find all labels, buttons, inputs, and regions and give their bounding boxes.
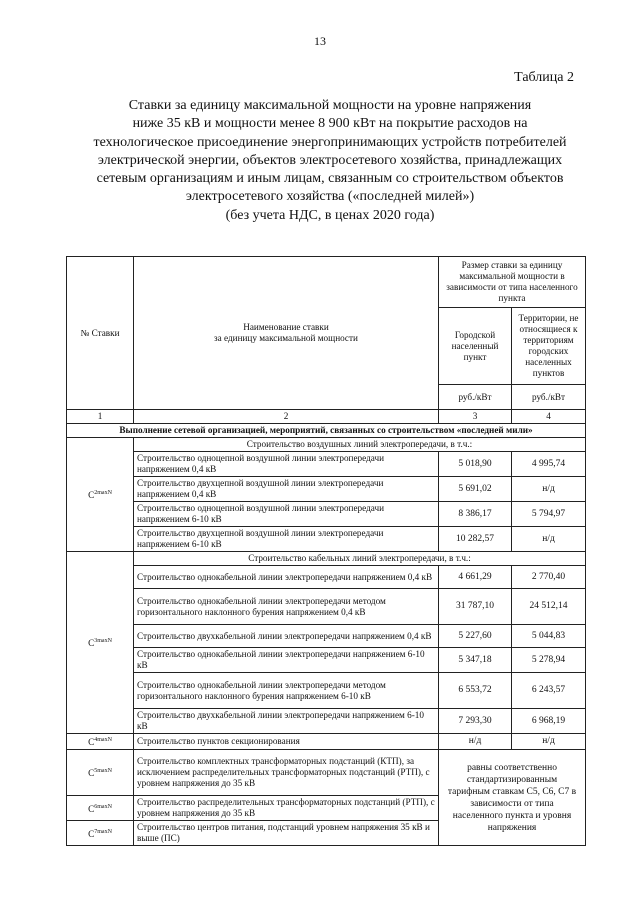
rate-code-c2: [67, 438, 134, 552]
header-rate-name: [134, 257, 439, 410]
rate-city-value: 5 691,02: [439, 477, 512, 502]
rate-city-value: 4 661,29: [439, 566, 512, 589]
rate-code-letter: C: [88, 768, 95, 779]
rate-code-superscript: maxN: [97, 637, 112, 644]
rate-code-c6: [67, 796, 134, 821]
subsection-cable-lines: Строительство кабельных линий электропередачи, в т.ч.:: [134, 552, 586, 566]
rate-name: Строительство комплектных трансформаторных подстанций (КТП), за исключением распределительных трансформаторных подстанций (РТП), с уровнем напряжения до 35 кВ: [134, 750, 439, 796]
header-city: Городской населенный пункт: [439, 308, 512, 385]
rate-code-letter: C: [88, 737, 95, 748]
rate-name: Строительство однокабельной линии электропередачи напряжением 0,4 кВ: [134, 566, 439, 589]
rate-rural-value: 4 995,74: [512, 452, 586, 477]
rate-city-value: 7 293,30: [439, 709, 512, 734]
rate-code-superscript: maxN: [97, 803, 112, 810]
rate-code-c5: [67, 750, 134, 796]
rate-name: Строительство двухцепной воздушной линии электропередачи напряжением 6-10 кВ: [134, 527, 439, 552]
column-number: 2: [134, 410, 439, 424]
rate-name: Строительство распределительных трансформаторных подстанций (РТП), с уровнем напряжения до 35 кВ: [134, 796, 439, 821]
rate-city-value: 5 347,18: [439, 648, 512, 673]
rate-code-c3: [67, 552, 134, 734]
rate-name: Строительство двухкабельной линии электропередачи напряжением 6-10 кВ: [134, 709, 439, 734]
rate-rural-value: 2 770,40: [512, 566, 586, 589]
column-number: 1: [67, 410, 134, 424]
rate-name: Строительство двухкабельной линии электропередачи напряжением 0,4 кВ: [134, 625, 439, 648]
title-line: электросетевого хозяйства («последней милей»): [185, 189, 475, 205]
rate-code-letter: C: [88, 803, 95, 814]
rate-code-superscript: maxN: [97, 828, 112, 835]
rate-name: Строительство пунктов секционирования: [134, 734, 439, 750]
page-number: 13: [314, 34, 326, 48]
merged-standard-rates-note: равны соответственно стандартизированным тарифным ставкам C5, C6, C7 в зависимости от типа населенного пункта и уровня напряжения: [439, 750, 586, 846]
rate-code-c7: [67, 821, 134, 846]
section-title: Выполнение сетевой организацией, мероприятий, связанных со строительством «последней мили»: [67, 424, 586, 438]
rate-name: Строительство одноцепной воздушной линии электропередачи напряжением 6-10 кВ: [134, 502, 439, 527]
table-label: Таблица 2: [514, 70, 574, 85]
rate-rural-value: 6 243,57: [512, 673, 586, 709]
rate-rural-value: н/д: [512, 527, 586, 552]
rate-code-letter: C: [88, 638, 95, 649]
rate-city-value: 6 553,72: [439, 673, 512, 709]
rate-code-index: 2: [94, 489, 98, 496]
title-line: ниже 35 кВ и мощности менее 8 900 кВт на покрытие расходов на: [132, 116, 528, 132]
header-rate-number: № Ставки: [67, 257, 134, 410]
rate-city-value: 31 787,10: [439, 589, 512, 625]
rates-table: [66, 256, 586, 846]
title-line: (без учета НДС, в ценах 2020 года): [225, 207, 435, 223]
rate-code-superscript: maxN: [97, 737, 112, 743]
title-line: Ставки за единицу максимальной мощности на уровне напряжения: [128, 98, 532, 113]
rate-rural-value: н/д: [512, 477, 586, 502]
rate-code-index: 7: [94, 828, 98, 835]
rate-rural-value: 6 968,19: [512, 709, 586, 734]
header-rate-size-group: Размер ставки за единицу максимальной мощности в зависимости от типа населенного пункта: [439, 257, 586, 308]
rate-name: Строительство одноцепной воздушной линии электропередачи напряжением 0,4 кВ: [134, 452, 439, 477]
subsection-overhead-lines: Строительство воздушных линий электропередачи, в т.ч.:: [134, 438, 586, 452]
rate-code-c4: [67, 734, 134, 750]
rate-code-index: 6: [94, 803, 98, 810]
column-number: 3: [439, 410, 512, 424]
header-rate-name-line: Наименование ставки: [243, 322, 329, 332]
header-unit-city: руб./кВт: [439, 385, 512, 410]
rate-city-value: 5 018,90: [439, 452, 512, 477]
rate-city-value: 5 227,60: [439, 625, 512, 648]
rate-code-index: 4: [94, 737, 98, 743]
rate-name: Строительство однокабельной линии электропередачи методом горизонтального наклонного бурения напряжением 6-10 кВ: [134, 673, 439, 709]
title-line: технологическое присоединение энергопринимающих устройств потребителей: [93, 134, 567, 150]
header-rural: Территории, не относящиеся к территориям городских населенных пунктов: [512, 308, 586, 385]
rate-rural-value: 5 278,94: [512, 648, 586, 673]
rate-name: Строительство однокабельной линии электропередачи напряжением 6-10 кВ: [134, 648, 439, 673]
rate-code-letter: C: [88, 828, 95, 839]
rate-rural-value: н/д: [512, 734, 586, 750]
rate-city-value: 8 386,17: [439, 502, 512, 527]
column-number: 4: [512, 410, 586, 424]
document-title: [70, 97, 590, 225]
rate-code-letter: C: [88, 490, 95, 501]
title-line: сетевым организациям и иным лицам, связанным со строительством объектов: [96, 171, 564, 187]
header-unit-rural: руб./кВт: [512, 385, 586, 410]
rate-code-superscript: maxN: [97, 768, 112, 775]
rate-name: Строительство двухцепной воздушной линии электропередачи напряжением 0,4 кВ: [134, 477, 439, 502]
rate-city-value: 10 282,57: [439, 527, 512, 552]
header-rate-name-line: за единицу максимальной мощности: [214, 333, 358, 343]
rate-city-value: н/д: [439, 734, 512, 750]
rate-code-superscript: maxN: [97, 489, 112, 496]
rate-name: Строительство однокабельной линии электропередачи методом горизонтального наклонного бурения напряжением 0,4 кВ: [134, 589, 439, 625]
rate-rural-value: 5 044,83: [512, 625, 586, 648]
title-line: электрической энергии, объектов электросетевого хозяйства, принадлежащих: [97, 152, 563, 168]
rate-code-index: 3: [94, 637, 98, 644]
rate-code-index: 5: [94, 768, 98, 775]
rate-name: Строительство центров питания, подстанций уровнем напряжения 35 кВ и выше (ПС): [134, 821, 439, 846]
rate-rural-value: 5 794,97: [512, 502, 586, 527]
rate-rural-value: 24 512,14: [512, 589, 586, 625]
